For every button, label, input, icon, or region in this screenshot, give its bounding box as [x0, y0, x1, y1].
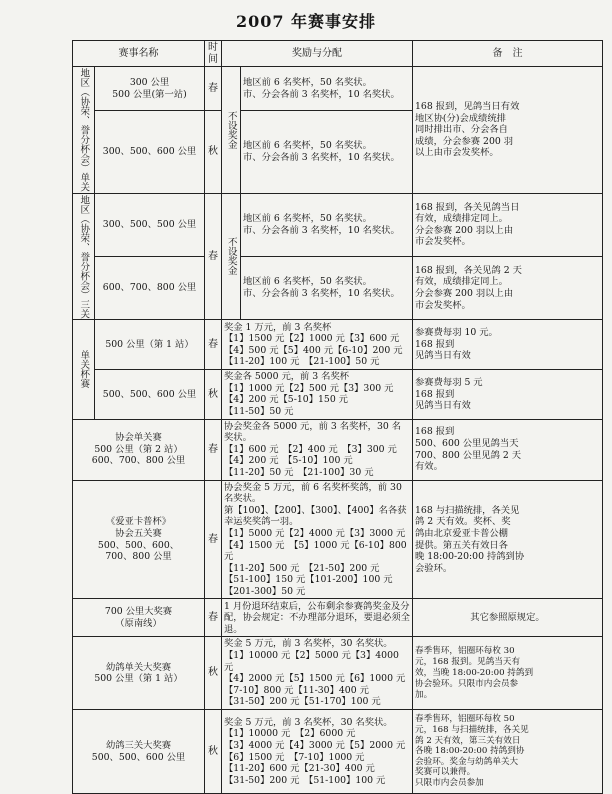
table-row — [73, 320, 603, 370]
race-name: 300、500、600 公里 — [95, 111, 205, 194]
award-text: 地区前 6 名奖杯，50 名奖状。 市、分会各前 3 名奖杯，10 名奖状。 — [241, 256, 413, 319]
race-season: 春 — [205, 320, 222, 370]
race-name: 600、700、800 公里 — [95, 256, 205, 319]
header-award: 奖励与分配 — [222, 41, 413, 67]
race-name: 300、500、500 公里 — [95, 193, 205, 256]
award-text: 地区前 6 名奖杯，50 名奖状。 市、分会各前 3 名奖杯，10 名奖状。 — [241, 193, 413, 256]
race-season: 春 — [205, 193, 222, 320]
race-name: 协会单关赛 500 公里（第 2 站） 600、700、800 公里 — [73, 419, 205, 480]
race-season: 春 — [205, 419, 222, 480]
race-name: 500 公里（第 1 站） — [95, 320, 205, 370]
note-text: 春季售环，铝圈环每枚 30 元，168 报到。见鸽当天有 效，当晚 18:00-20:00 持鸽到 协会验环。只限市内会员参 加。 — [413, 637, 603, 710]
race-season: 秋 — [205, 111, 222, 194]
race-name: 幼鸽单关大奖赛 500 公里（第 1 站） — [73, 637, 205, 710]
race-name: 500、500、600 公里 — [95, 370, 205, 419]
table-row — [73, 256, 603, 319]
header-note: 备 注 — [413, 41, 603, 67]
note-text: 参赛费每羽 5 元 168 报到 见鸽当日有效 — [413, 370, 603, 419]
award-text: 协会奖金各 5000 元，前 3 名奖杯，30 名奖状。 【1】600 元 【2】400 元 【3】300 元 【4】200 元 【5-10】100 元 【11-20】50 元 【21-100】30 元 — [222, 419, 413, 480]
award-text: 1 月份退环结束后，公布剩余参赛鸽奖金及分配，协会规定：不办理部分退环，要退必须全退。 — [222, 599, 413, 637]
race-season: 春 — [205, 599, 222, 637]
table-row — [73, 419, 603, 480]
award-text: 地区前 6 名奖杯，50 名奖状。 市、分会各前 3 名奖杯，10 名奖状。 — [241, 111, 413, 194]
award-text: 奖金 5 万元，前 3 名奖杯，30 名奖状。 【1】10000 元【2】5000 元【3】4000 元 【4】2000 元【5】1500 元【6】1000 元 【7-10】800 元【11-30】400 元 【31-50】200 元【51-170】100 元 — [222, 637, 413, 710]
table-row — [73, 193, 603, 256]
award-text: 地区前 6 名奖杯，50 名奖状。 市、分会各前 3 名奖杯，10 名奖状。 — [241, 67, 413, 111]
race-season: 秋 — [205, 370, 222, 419]
note-text: 168 与扫描统排，各关见 鸽 2 天有效。奖杯、奖 鸽由北京爱亚卡普公棚 提供。第五关有效日各 晚 18:00-20:00 持鸽到协 会验环。 — [413, 480, 603, 599]
note-text: 168 报到，各关见鸽当日 有效，成绩排定同上。 分会参赛 200 羽以上由 市会发奖杯。 — [413, 193, 603, 256]
note-text: 168 报到，各关见鸽 2 天 有效，成绩排定同上。 分会参赛 200 羽以上由 市会发奖杯。 — [413, 256, 603, 319]
header-name: 赛事名称 — [73, 41, 205, 67]
no-prize-note: 不设奖金 — [222, 193, 241, 320]
table-row — [73, 710, 603, 794]
note-text: 参赛费每羽 10 元。 168 报到 见鸽当日有效 — [413, 320, 603, 370]
table-row — [73, 370, 603, 419]
group-label-3: 单关杯赛 — [73, 320, 95, 419]
award-text: 奖金 5 万元，前 3 名奖杯，30 名奖状。 【1】10000 元 【2】6000 元 【3】4000 元【4】3000 元【5】2000 元【6】1500 元 【7-10】1000 元 【11-20】600 元【21-30】400 元 【31-50】200 元 【51-100】100 元 — [222, 710, 413, 794]
race-name: 《爱亚卡普杯》 协会五关赛 500、500、600、 700、800 公里 — [73, 480, 205, 599]
race-season: 秋 — [205, 710, 222, 794]
table-row — [73, 599, 603, 637]
race-season: 秋 — [205, 637, 222, 710]
note-text: 168 报到 500、600 公里见鸽当天 700、800 公里见鸽 2 天 有效。 — [413, 419, 603, 480]
group-label-1: 地区（协荣、誉分杯会）单关 — [73, 67, 95, 194]
note-text: 其它参照原规定。 — [413, 599, 603, 637]
table-row — [73, 67, 603, 111]
race-name: 300 公里 500 公里(第一站) — [95, 67, 205, 111]
no-prize-note: 不设奖金 — [222, 67, 241, 194]
header-time: 时间 — [205, 41, 222, 67]
award-text: 奖金 1 万元，前 3 名奖杯 【1】1500 元【2】1000 元【3】600 元 【4】500 元【5】400 元【6-10】200 元 【11-20】100 元 【21-100】50 元 — [222, 320, 413, 370]
header-row — [73, 41, 603, 67]
award-text: 奖金各 5000 元，前 3 名奖杯 【1】1000 元【2】500 元【3】300 元 【4】200 元【5-10】150 元 【11-50】50 元 — [222, 370, 413, 419]
race-season: 春 — [205, 67, 222, 111]
race-season: 春 — [205, 480, 222, 599]
note-text: 168 报到，见鸽当日有效 地区协(分)会成绩统排 同时排出市、分会各自 成绩，分会参赛 200 羽 以上由市会发奖杯。 — [413, 67, 603, 194]
race-name: 700 公里大奖赛 （原南线） — [73, 599, 205, 637]
note-text: 春季售环，铝圈环每枚 50 元，168 与扫描统排，各关见 鸽 2 天有效，第三关有效日 各晚 18:00-20:00 持鸽到协 会验环。奖金与幼鸽单关大 奖赛可以兼得。 只限市内会员参加 — [413, 710, 603, 794]
award-text: 协会奖金 5 万元，前 6 名奖杯奖鸽，前 30 名奖状。 第【100】、【200】、【300】、【400】名各获幸运奖奖鸽一羽。 【1】5000 元【2】4000 元【3】3000 元【4】1500 元 【5】1000 元【6-10】800 元 【11-20】500 元 【21-50】200 元 【51-100】150 元【101-200】100 元 【201-300】50 元 — [222, 480, 413, 599]
document-title: 2007 年赛事安排 — [235, 12, 377, 31]
table-row — [73, 480, 603, 599]
group-label-2: 地区（协荣、誉分杯会）三关 — [73, 193, 95, 320]
race-schedule-table — [72, 40, 603, 794]
race-name: 幼鸽三关大奖赛 500、500、600 公里 — [73, 710, 205, 794]
table-row — [73, 637, 603, 710]
